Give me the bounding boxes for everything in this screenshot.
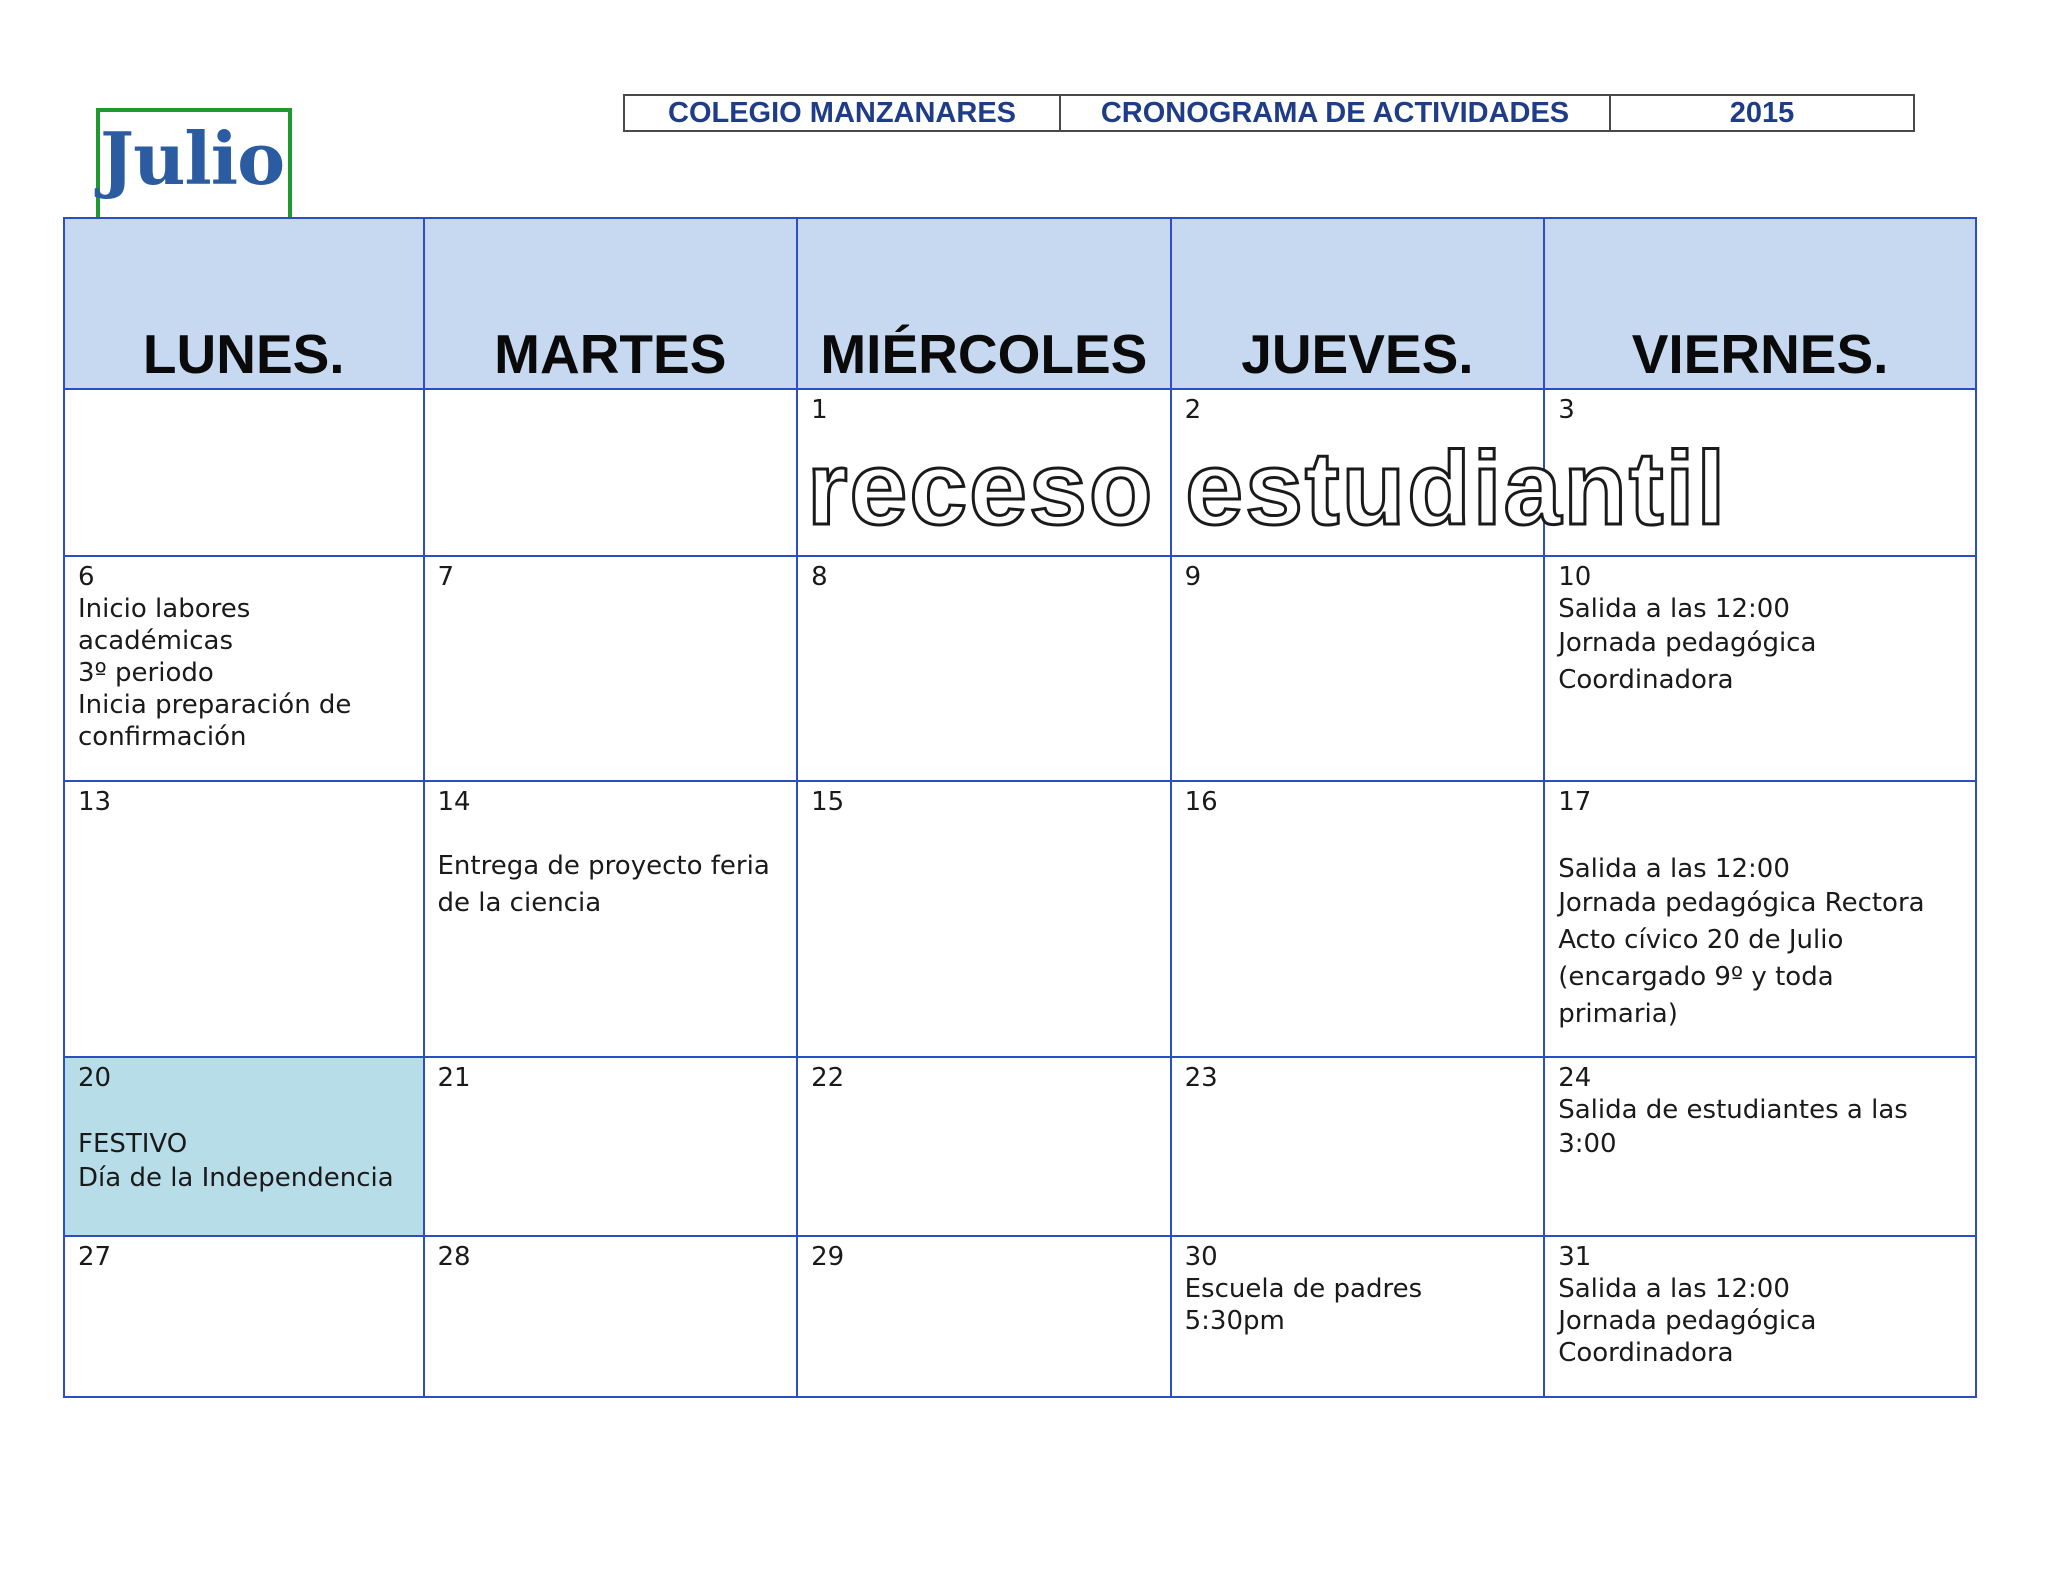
event-line: académicas — [78, 626, 233, 656]
weekday-friday: VIERNES. — [1544, 218, 1976, 389]
day-number: 30 — [1184, 1242, 1218, 1272]
event-line: de la ciencia — [437, 888, 602, 918]
day-cell — [424, 1236, 798, 1397]
weekday-monday: LUNES. — [64, 218, 424, 389]
recess-banner — [803, 424, 1953, 554]
day-cell — [64, 1236, 424, 1397]
day-number: 10 — [1558, 562, 1592, 592]
weekday-thursday: JUEVES. — [1171, 218, 1545, 389]
recess-banner-text: receso estudiantil — [807, 431, 1728, 547]
year-label: 2015 — [1610, 95, 1914, 131]
week-row-2 — [64, 556, 1976, 781]
day-cell — [64, 781, 424, 1057]
event-line: 3:00 — [1558, 1129, 1617, 1159]
day-cell — [797, 1057, 1171, 1236]
event-line: Inicia preparación de — [78, 690, 352, 720]
day-number: 22 — [811, 1063, 845, 1093]
event-line: Salida a las 12:00 — [1558, 1274, 1790, 1304]
day-number: 24 — [1558, 1063, 1592, 1093]
document-title: CRONOGRAMA DE ACTIVIDADES — [1060, 95, 1610, 131]
day-cell — [64, 556, 424, 781]
day-cell — [797, 1236, 1171, 1397]
day-cell — [1544, 1057, 1976, 1236]
event-line: Día de la Independencia — [78, 1163, 394, 1193]
day-number: 27 — [78, 1242, 112, 1272]
day-cell — [424, 556, 798, 781]
day-number: 28 — [437, 1242, 471, 1272]
day-number: 21 — [437, 1063, 471, 1093]
day-number: 1 — [811, 395, 828, 425]
event-line: Jornada pedagógica — [1558, 628, 1817, 658]
week-row-5 — [64, 1236, 1976, 1397]
day-number: 20 — [78, 1063, 112, 1093]
day-cell — [424, 1057, 798, 1236]
day-cell — [1544, 781, 1976, 1057]
weekday-wednesday: MIÉRCOLES — [797, 218, 1171, 389]
day-number: 14 — [437, 787, 471, 817]
day-cell — [1171, 781, 1545, 1057]
weekday-header-row — [64, 218, 1976, 389]
week-row-4 — [64, 1057, 1976, 1236]
event-line: Acto cívico 20 de Julio — [1558, 925, 1844, 955]
day-number: 9 — [1184, 562, 1202, 592]
event-line: Jornada pedagógica Rectora — [1558, 888, 1925, 918]
day-number: 13 — [78, 787, 112, 817]
day-number: 6 — [78, 562, 95, 592]
calendar-grid — [63, 217, 1977, 1398]
day-cell — [424, 781, 798, 1057]
day-cell — [1171, 1057, 1545, 1236]
holiday-cell — [64, 1057, 424, 1236]
event-line: Salida a las 12:00 — [1558, 594, 1790, 624]
event-line: Salida a las 12:00 — [1558, 854, 1790, 884]
day-cell — [797, 781, 1171, 1057]
day-number: 16 — [1184, 787, 1218, 817]
event-line: FESTIVO — [78, 1129, 188, 1159]
event-line: Inicio labores — [78, 594, 251, 624]
day-number: 23 — [1184, 1063, 1218, 1093]
event-line: Coordinadora — [1558, 1338, 1734, 1368]
day-number: 17 — [1558, 787, 1592, 817]
event-line: Salida de estudiantes a las — [1558, 1095, 1908, 1125]
day-cell — [1171, 556, 1545, 781]
event-line: Entrega de proyecto feria — [437, 851, 770, 881]
day-number: 31 — [1558, 1242, 1592, 1272]
event-line: primaria) — [1558, 999, 1678, 1029]
day-number: 29 — [811, 1242, 845, 1272]
day-number: 3 — [1558, 395, 1575, 425]
day-cell — [797, 556, 1171, 781]
week-row-3 — [64, 781, 1976, 1057]
day-cell — [1171, 1236, 1545, 1397]
event-line: Escuela de padres — [1184, 1274, 1423, 1304]
month-title: Julio — [100, 116, 285, 201]
school-name: COLEGIO MANZANARES — [624, 95, 1060, 131]
day-cell — [1544, 1236, 1976, 1397]
event-line: confirmación — [78, 722, 247, 752]
event-line: 3º periodo — [78, 658, 214, 688]
day-number: 2 — [1184, 395, 1202, 425]
header-bar — [623, 94, 1915, 132]
event-line: 5:30pm — [1184, 1306, 1285, 1336]
event-line: Coordinadora — [1558, 665, 1734, 695]
weekday-tuesday: MARTES — [424, 218, 798, 389]
day-cell — [424, 389, 798, 556]
day-cell — [1544, 556, 1976, 781]
event-line: Jornada pedagógica — [1558, 1306, 1817, 1336]
day-number: 15 — [811, 787, 845, 817]
event-line: (encargado 9º y toda — [1558, 962, 1834, 992]
day-cell — [64, 389, 424, 556]
day-number: 7 — [437, 562, 455, 592]
day-number: 8 — [811, 562, 828, 592]
